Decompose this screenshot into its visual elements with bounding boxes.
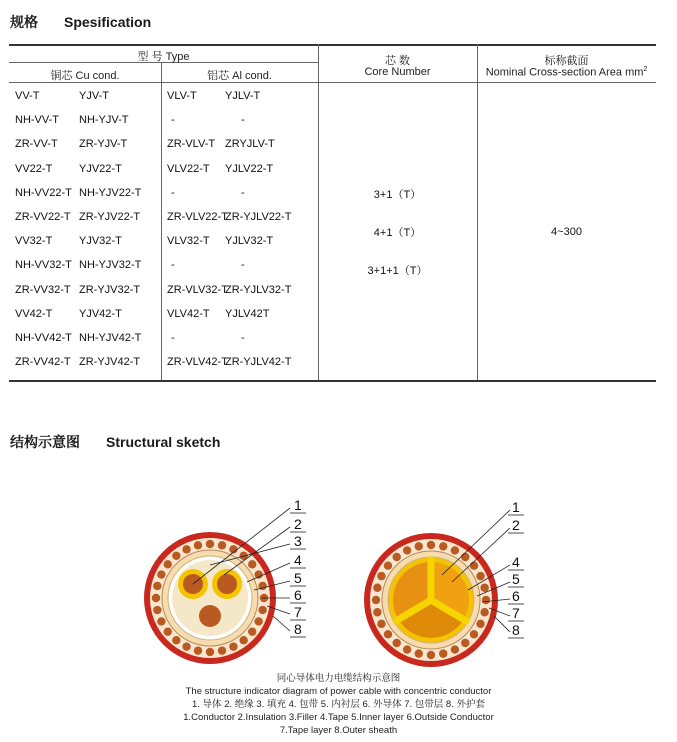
outside-conductor-wire	[164, 627, 172, 635]
outside-conductor-wire	[182, 642, 190, 650]
al-header: 铝芯 Al cond.	[207, 70, 272, 82]
outside-conductor-wire	[254, 570, 262, 578]
area-value: 4~300	[551, 226, 582, 238]
outside-conductor-wire	[384, 562, 392, 570]
callout-number: 7	[512, 605, 520, 621]
table-cell: YJV32-T	[79, 235, 122, 248]
caption-en-parts-2: 7.Tape layer 8.Outer sheath	[279, 725, 398, 736]
outside-conductor-wire	[403, 546, 411, 554]
col-divider-cu-al	[161, 62, 162, 380]
spec-title-en: Spesification	[64, 14, 152, 30]
outside-conductor-wire	[373, 584, 381, 592]
outside-conductor-wire	[482, 596, 490, 604]
col-divider-type-core	[318, 44, 319, 380]
outside-conductor-wire	[377, 620, 385, 628]
table-cell: ZR-YJLV32-T	[225, 283, 292, 296]
outside-conductor-wire	[164, 560, 172, 568]
area-header-en: Nominal Cross-section Area $mm^2$	[485, 66, 648, 79]
table-cell: ZR-VV22-T	[15, 211, 71, 223]
outside-conductor-wire	[172, 552, 180, 560]
table-cell: YJLV32-T	[225, 235, 274, 248]
callout-number: 3	[294, 533, 302, 549]
table-cell: ZR-YJLV42-T	[225, 356, 292, 369]
table-cell: YJLV22-T	[225, 162, 274, 175]
table-cell: YJLV42T	[225, 307, 270, 320]
table-cell: NH-VV42-T	[15, 332, 72, 344]
cu-header: 铜芯 Cu cond.	[50, 70, 120, 82]
conductor-left-2	[217, 574, 237, 594]
table-cell: VLV-T	[167, 90, 197, 102]
table-cell: YJV22-T	[79, 162, 122, 175]
outside-conductor-wire	[476, 620, 484, 628]
cable-right	[364, 533, 498, 667]
table-cell: ZR-YJV42-T	[79, 356, 141, 369]
cable-cross-section-diagram	[0, 480, 677, 670]
table-cell: VLV22-T	[167, 162, 210, 175]
outside-conductor-wire	[427, 541, 435, 549]
outside-conductor-wire	[248, 627, 256, 635]
outside-conductor-wire	[157, 617, 165, 625]
core-header-cn: 芯 数	[384, 55, 411, 67]
sketch-title-cn: 结构示意图	[10, 434, 80, 450]
table-cell: ZR-VLV22-T	[167, 211, 228, 223]
area-header-cn: 标称截面	[544, 55, 589, 67]
table-cell: -	[171, 114, 175, 127]
callout-numbers-right	[508, 499, 524, 638]
table-cell: ZR-VV-T	[15, 138, 58, 151]
callout-number: 6	[294, 587, 302, 603]
outside-conductor-wire	[451, 645, 459, 653]
callout-number: 1	[294, 497, 302, 513]
table-cell: NH-YJV-T	[79, 114, 129, 127]
callout-number: 8	[512, 622, 520, 638]
caption-cn-parts: 1. 导体 2. 绝缘 3. 填充 4. 包带 5. 内衬层 6. 外导体 7. 包带层 8. 外护套	[192, 699, 485, 710]
outside-conductor-wire	[372, 596, 380, 604]
outside-conductor-wire	[206, 648, 214, 656]
spec-section-title	[10, 12, 151, 32]
table-cell: ZR-YJV-T	[79, 138, 128, 151]
col-divider-core-area	[477, 44, 478, 380]
table-cell: NH-YJV42-T	[79, 332, 142, 344]
outside-conductor-wire	[153, 606, 161, 614]
outside-conductor-wire	[415, 649, 423, 657]
conductor-left-3	[199, 605, 221, 627]
table-cell: VLV32-T	[167, 235, 210, 248]
outside-conductor-wire	[194, 646, 202, 654]
table-cell: -	[241, 186, 245, 199]
table-cell: ZR-YJV22-T	[79, 211, 141, 223]
table-cell: -	[241, 114, 245, 127]
callout-number: 7	[294, 604, 302, 620]
table-cell: NH-VV-T	[15, 114, 59, 127]
callout-number: 2	[294, 516, 302, 532]
table-cell: YJLV-T	[225, 90, 261, 102]
outside-conductor-wire	[461, 553, 469, 561]
table-cell: ZR-VLV32-T	[167, 283, 228, 296]
outside-conductor-wire	[254, 617, 262, 625]
outside-conductor-wire	[239, 636, 247, 644]
outside-conductor-wire	[229, 642, 237, 650]
table-cell: YJV-T	[79, 90, 109, 102]
caption-en-title: The structure indicator diagram of power cable with concentric conductor	[185, 686, 492, 697]
outside-conductor-wire	[415, 542, 423, 550]
caption-cn-title: 同心导体电力电缆结构示意图	[276, 673, 401, 684]
outside-conductor-wire	[393, 639, 401, 647]
core-header-en: Core Number	[364, 66, 431, 78]
table-cell: -	[241, 259, 245, 272]
outside-conductor-wire	[218, 541, 226, 549]
core-number-2: 4+1（T）	[373, 227, 422, 239]
outside-conductor-wire	[461, 639, 469, 647]
type-header: 型 号 Type	[137, 51, 190, 63]
core-number-3: 3+1+1（T）	[367, 265, 428, 277]
table-top-rule	[9, 44, 656, 46]
outside-conductor-wire	[373, 608, 381, 616]
table-cell: ZR-YJLV22-T	[225, 211, 292, 223]
outside-conductor-wire	[152, 594, 160, 602]
table-cell: -	[171, 332, 175, 344]
outside-conductor-wire	[258, 606, 266, 614]
callout-number: 5	[512, 571, 520, 587]
outside-conductor-wire	[206, 540, 214, 548]
table-cell: VV-T	[15, 90, 40, 102]
outside-conductor-wire	[218, 646, 226, 654]
outside-conductor-wire	[470, 630, 478, 638]
table-cell: ZR-VLV42-T	[167, 356, 228, 369]
outside-conductor-wire	[476, 572, 484, 580]
core-number-1: 3+1（T）	[373, 189, 422, 201]
table-cell: -	[241, 332, 245, 344]
outside-conductor-wire	[451, 546, 459, 554]
table-cell: ZR-YJV32-T	[79, 283, 141, 296]
table-cell: VV32-T	[15, 235, 53, 248]
table-cell: VLV42-T	[167, 307, 210, 320]
table-cell: ZR-VLV-T	[167, 138, 216, 151]
callout-number: 5	[294, 570, 302, 586]
table-cell: ZRYJLV-T	[225, 138, 275, 151]
table-cell: NH-YJV32-T	[79, 259, 142, 272]
outside-conductor-wire	[439, 542, 447, 550]
table-cell: VV22-T	[15, 162, 53, 175]
outside-conductor-wire	[157, 570, 165, 578]
callout-number: 6	[512, 588, 520, 604]
spec-table	[9, 44, 656, 382]
caption-en-parts-1: 1.Conductor 2.Insulation 3.Filler 4.Tape 5.Inner layer 6.Outside Conductor	[183, 712, 494, 723]
spec-title-cn: 规格	[10, 14, 38, 30]
table-cell: -	[171, 259, 175, 272]
callout-number: 8	[294, 621, 302, 637]
outside-conductor-wire	[182, 545, 190, 553]
sketch-title-en: Structural sketch	[106, 434, 221, 450]
table-cell: ZR-VV42-T	[15, 356, 71, 369]
callout-number: 2	[512, 517, 520, 533]
outside-conductor-wire	[439, 649, 447, 657]
outside-conductor-wire	[480, 584, 488, 592]
outside-conductor-wire	[153, 582, 161, 590]
outside-conductor-wire	[480, 608, 488, 616]
table-cell: YJV42-T	[79, 307, 122, 320]
table-cell: -	[171, 186, 175, 199]
sketch-section-title	[10, 432, 220, 452]
callout-number: 4	[512, 554, 520, 570]
outside-conductor-wire	[403, 645, 411, 653]
outside-conductor-wire	[248, 560, 256, 568]
outside-conductor-wire	[194, 541, 202, 549]
outside-conductor-wire	[172, 636, 180, 644]
outside-conductor-wire	[384, 630, 392, 638]
table-bottom-rule	[9, 380, 656, 382]
table-cell: ZR-VV32-T	[15, 283, 71, 296]
outside-conductor-wire	[427, 651, 435, 659]
table-cell: VV42-T	[15, 307, 53, 320]
table-cell: NH-VV22-T	[15, 186, 72, 199]
table-cell: NH-YJV22-T	[79, 186, 142, 199]
outside-conductor-wire	[377, 572, 385, 580]
outside-conductor-wire	[393, 553, 401, 561]
table-cell: NH-VV32-T	[15, 259, 72, 272]
callout-number: 1	[512, 499, 520, 515]
callout-numbers-left	[290, 497, 306, 637]
callout-number: 4	[294, 552, 302, 568]
outside-conductor-wire	[470, 562, 478, 570]
